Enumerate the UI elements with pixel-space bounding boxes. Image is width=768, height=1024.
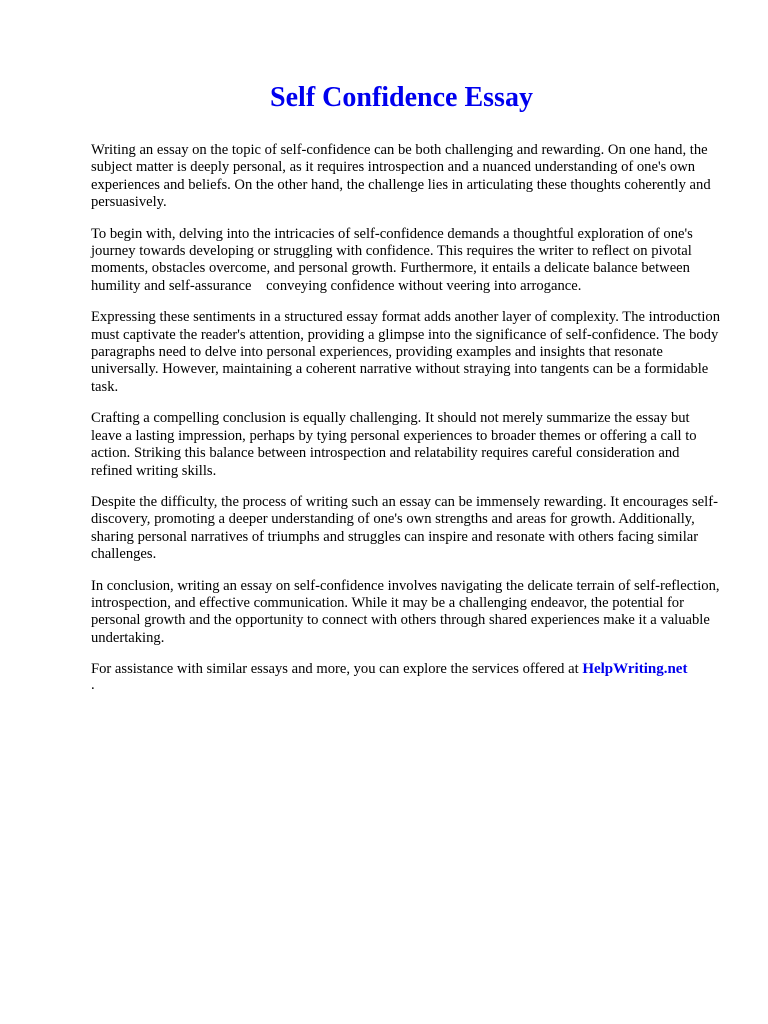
- paragraph-4: Crafting a compelling conclusion is equally challenging. It should not merely summarize the essay but leave a lasting impression, perhaps by tying personal experiences to broader themes or offering a call to action. Striking this balance between introspection and relatability requires careful consideration and refined writing skills.: [91, 410, 697, 479]
- helpwriting-link[interactable]: HelpWriting.net: [582, 661, 688, 678]
- footer-text: For assistance with similar essays and more, you can explore the services offered at: [91, 661, 583, 678]
- paragraph-1: Writing an essay on the topic of self-confidence can be both challenging and rewarding. On one hand, the subject matter is deeply personal, as it requires introspection and a nuanced understanding of one's own experiences and beliefs. On the other hand, the challenge lies in articulating these thoughts coherently and persuasively.: [91, 142, 711, 211]
- paragraph-6: In conclusion, writing an essay on self-confidence involves navigating the delicate terrain of self-reflection, introspection, and effective communication. While it may be a challenging endeavor, the potential for personal growth and the opportunity to connect with others through shared experiences make it a valuable undertaking.: [91, 577, 720, 646]
- page-title: Self Confidence Essay: [270, 82, 533, 113]
- paragraph-5: Despite the difficulty, the process of writing such an essay can be immensely rewarding. It encourages self-discovery, promoting a deeper understanding of one's own strengths and areas for growth. Additionally, sharing personal narratives of triumphs and struggles can inspire and resonate with others facing similar challenges.: [91, 493, 718, 563]
- footer-paragraph: [91, 661, 722, 693]
- paragraph-3: Expressing these sentiments in a structured essay format adds another layer of complexity. The introduction must captivate the reader's attention, providing a glimpse into the significance of self-confidence. The body paragraphs need to delve into personal experiences, providing examples and insights that resonate universally. However, maintaining a coherent narrative without straying into tangents can be a formidable task.: [91, 309, 720, 395]
- footer-trailing-period: .: [91, 676, 95, 693]
- paragraph-2: To begin with, delving into the intricacies of self-confidence demands a thoughtful exploration of one's journey towards developing or struggling with confidence. This requires the writer to reflect on pivotal moments, obstacles overcome, and personal growth. Furthermore, it entails a delicate balance between humility and self-assurance conveying confidence without veering into arrogance.: [91, 225, 693, 294]
